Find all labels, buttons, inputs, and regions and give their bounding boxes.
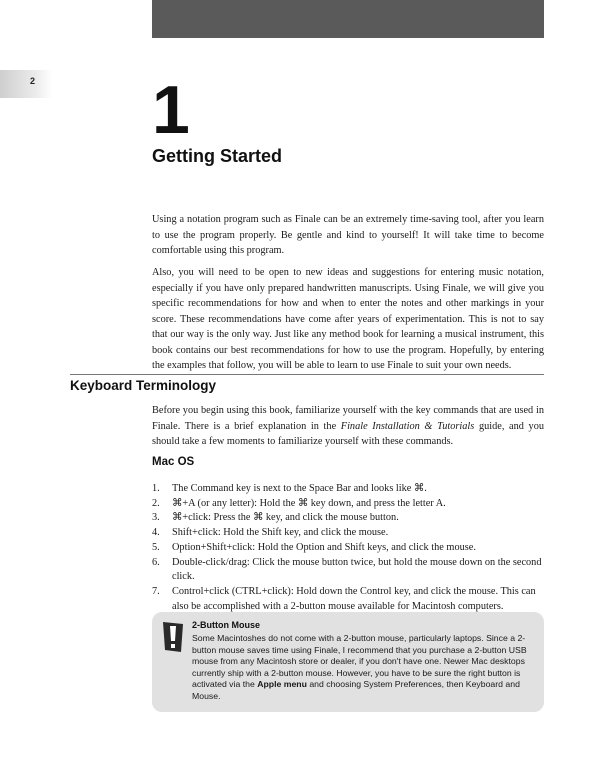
guide-title: Finale Installation & Tutorials	[340, 420, 475, 432]
subsection-title: Mac OS	[152, 456, 195, 468]
list-item-number: 6.	[152, 556, 160, 568]
callout-text-part-2: and choosing System Preferences, then Keyboard and Mouse.	[192, 679, 520, 701]
section-intro-text-2: guide, and you should take a few moments to familiarize yourself with these commands.	[152, 420, 544, 447]
list-item	[152, 511, 544, 526]
callout-title: 2-Button Mouse	[192, 620, 260, 630]
list-item-number: 3.	[152, 512, 160, 524]
section-intro-text-1: Before you begin using this book, familiarize yourself with the key commands that are used in Finale. There is a brief explanation in the	[152, 405, 544, 432]
header-bar	[152, 0, 544, 38]
list-item-text: Shift+click: Hold the Shift key, and click the mouse.	[172, 527, 389, 539]
list-item-text: ⌘+A (or any letter): Hold the ⌘ key down, and press the letter A.	[172, 497, 446, 509]
section-divider	[70, 374, 544, 375]
callout-text	[192, 633, 536, 702]
callout-text-part-1: Some Macintoshes do not come with a 2-button mouse, particularly laptops. Since a 2-button mouse saves time using Finale, I recommend that you purchase a 2-button USB mouse from any Macintosh store or dealer, if you don't have one. Newer Mac desktops currently ship with a 2-button mouse. However, you have to be sure the right button is activated via the	[192, 633, 527, 689]
list-item-number: 4.	[152, 527, 160, 539]
note-callout	[152, 612, 544, 712]
list-item	[152, 541, 544, 556]
apple-menu-label: Apple menu	[257, 679, 307, 689]
chapter-title: Getting Started	[152, 146, 283, 166]
list-item	[152, 526, 544, 541]
page-number: 2	[30, 76, 36, 86]
list-item-number: 2.	[152, 497, 160, 509]
key-command-list	[152, 482, 544, 614]
list-item-number: 5.	[152, 541, 160, 553]
list-item	[152, 585, 544, 614]
list-item-number: 1.	[152, 483, 160, 494]
section-title: Keyboard Terminology	[70, 378, 217, 393]
section-intro-paragraph	[152, 403, 544, 450]
page-number-tab	[0, 70, 52, 98]
intro-paragraph-2: Also, you will need to be open to new ideas and suggestions for entering music notation, especially if you have only prepared handwritten manuscripts. Using Finale, we will give you specific recommendations for how and when to enter the notes and other markings in your score. These recommendations have come after years of experimentation. This is not to say that our way is the only way. Just like any method book for learning a musical instrument, this book contains our best recommendations for how to use the program. Hopefully, by entering the examples that follow, you will be able to learn to use Finale to suit your own needs.	[152, 267, 544, 371]
chapter-number: 1	[152, 72, 190, 148]
exclamation-icon	[160, 620, 186, 654]
list-item	[152, 556, 544, 585]
list-item-text: Control+click (CTRL+click): Hold down the Control key, and click the mouse. This can also be accomplished with a 2-button mouse available for Macintosh computers.	[172, 585, 536, 612]
list-item-text: ⌘+click: Press the ⌘ key, and click the mouse button.	[172, 512, 399, 524]
list-item-number: 7.	[152, 585, 160, 597]
list-item	[152, 482, 544, 497]
list-item-text: Double-click/drag: Click the mouse button twice, but hold the mouse down on the second click.	[172, 556, 542, 583]
list-item-text: Option+Shift+click: Hold the Option and Shift keys, and click the mouse.	[172, 541, 476, 553]
intro-paragraph-1: Using a notation program such as Finale can be an extremely time-saving tool, after you learn to use the program properly. Be gentle and kind to yourself! It will take time to become comfortable using this program.	[152, 214, 544, 256]
list-item	[152, 497, 544, 512]
list-item-text: The Command key is next to the Space Bar and looks like ⌘.	[172, 483, 427, 494]
